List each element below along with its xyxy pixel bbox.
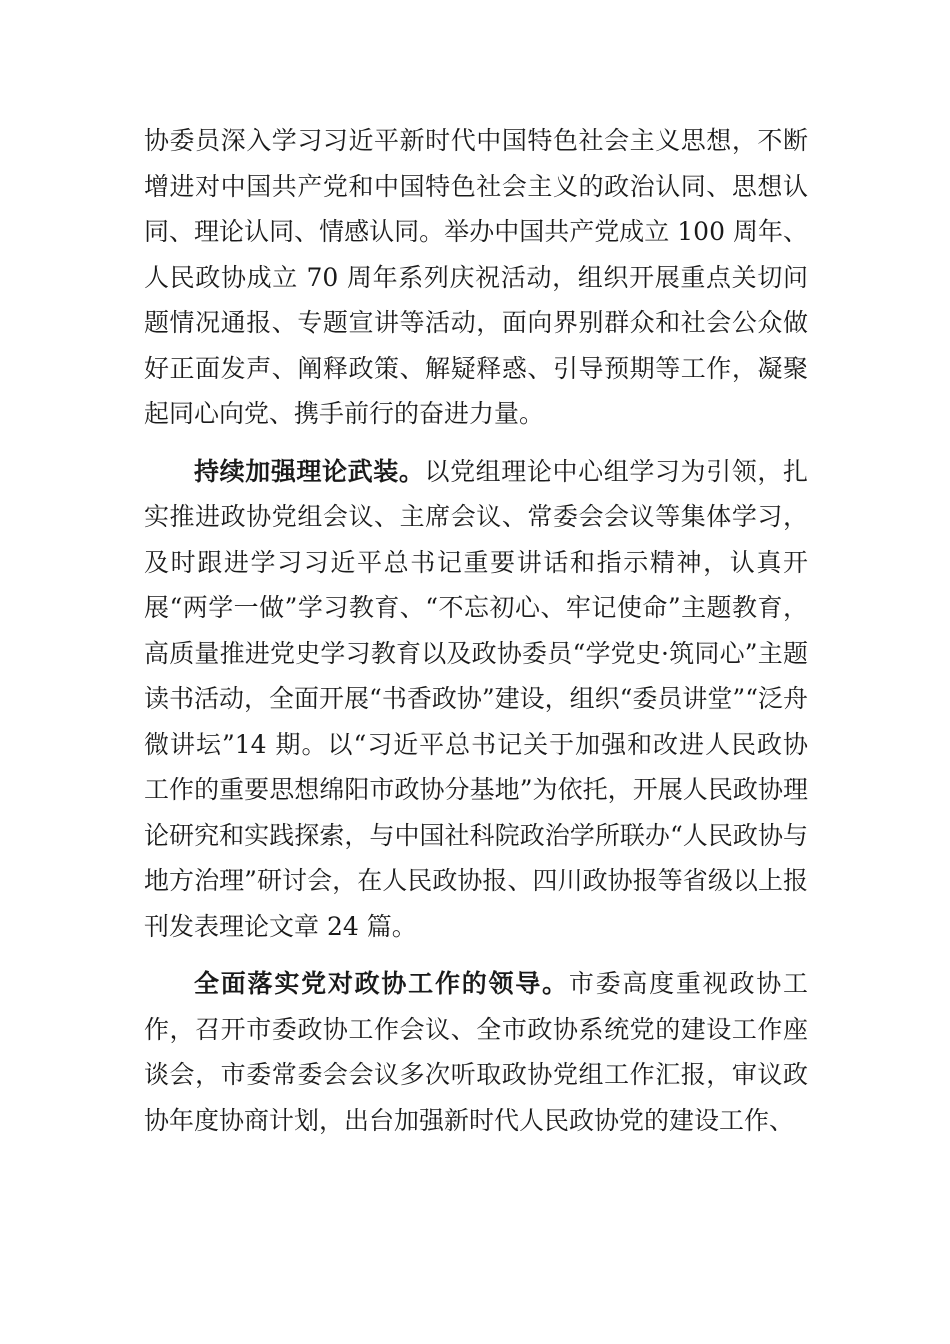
paragraph-continuation: [144, 118, 808, 437]
paragraph-party-leadership: [144, 961, 808, 1143]
paragraph-lead: 全面落实党对政协工作的领导。: [194, 969, 569, 998]
paragraph-text: 以党组理论中心组学习为引领，扎实推进政协党组会议、主席会议、常委会会议等集体学习，及时跟进学习习近平总书记重要讲话和指示精神，认真开展“两学一做”学习教育、“不忘初心、牢记使命”主题教育，高质量推进党史学习教育以及政协委员“学党史·筑同心”主题读书活动，全面开展“书香政协”建设，组织“委员讲堂”“泛舟微讲坛”14 期。以“习近平总书记关于加强和改进人民政协工作的重要思想绵阳市政协分基地”为依托，开展人民政协理论研究和实践探索，与中国社科院政治学所联办“人民政协与地方治理”研讨会，在人民政协报、四川政协报等省级以上报刊发表理论文章 24 篇。: [144, 456, 808, 941]
paragraph-text: 市委高度重视政协工作，召开市委政协工作会议、全市政协系统党的建设工作座谈会，市委常委会会议多次听取政协党组工作汇报，审议政协年度协商计划，出台加强新时代人民政协党的建设工作、: [144, 969, 808, 1135]
paragraph-lead: 持续加强理论武装。: [194, 456, 425, 486]
paragraph-text: 协委员深入学习习近平新时代中国特色社会主义思想，不断增进对中国共产党和中国特色社会主义的政治认同、思想认同、理论认同、情感认同。举办中国共产党成立 100 周年、人民政协成立 70 周年系列庆祝活动，组织开展重点关切问题情况通报、专题宣讲等活动，面向界别群众和社会公众做好正面发声、阐释政策、解疑释惑、引导预期等工作，凝聚起同心向党、携手前行的奋进力量。: [144, 126, 808, 428]
paragraph-theory-armament: [144, 449, 808, 950]
document-body: [144, 118, 808, 1155]
